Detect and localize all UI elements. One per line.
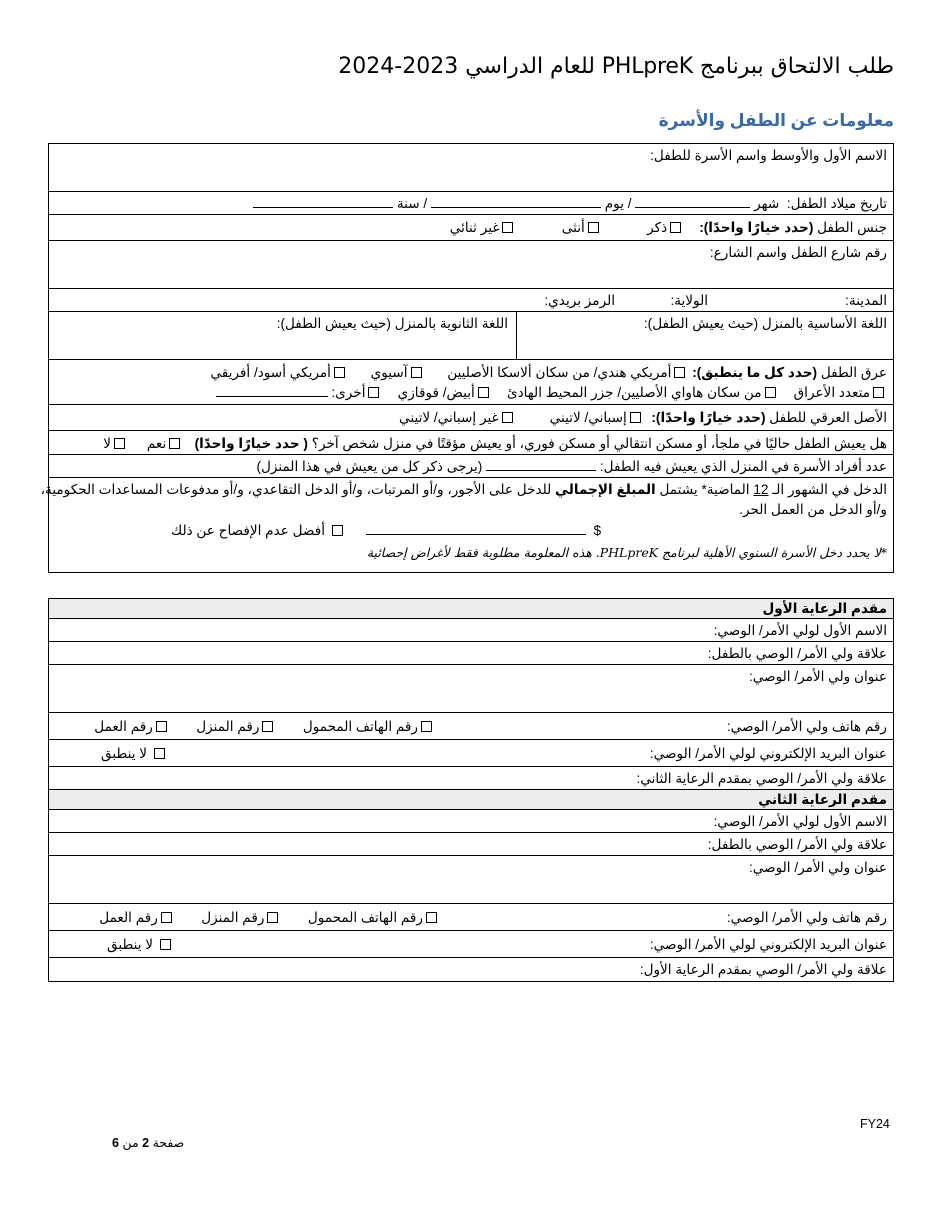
page-number: صفحة 2 من 6	[112, 1136, 185, 1150]
prefer-not-checkbox[interactable]	[332, 525, 343, 536]
shelter-row	[49, 431, 893, 455]
dob-month-label: شهر	[754, 196, 780, 211]
household-hint: (يرجى ذكر كل من يعيش في هذا المنزل)	[256, 459, 483, 474]
na-label: لا ينطبق	[101, 746, 148, 761]
dob-day-label: / يوم	[604, 196, 632, 211]
currency-symbol: $	[593, 523, 601, 538]
cg2-relation-other-label: علاقة ولي الأمر/ الوصي بمقدم الرعاية الأول:	[639, 962, 887, 977]
ethnicity-checkbox[interactable]	[502, 412, 513, 423]
race-other-field[interactable]	[216, 385, 328, 397]
caregivers-table	[48, 598, 894, 982]
race-option: من سكان هاواي الأصليين/ جزر المحيط الهادئ	[506, 385, 762, 400]
ethnicity-option: غير إسباني/ لاتيني	[399, 410, 499, 425]
child-address-row[interactable]	[49, 241, 893, 289]
cg2-email-row	[49, 931, 893, 958]
gender-nonbinary-checkbox[interactable]	[502, 222, 513, 233]
zip-label[interactable]: الرمز بريدي:	[544, 293, 615, 308]
cg1-email-label[interactable]: عنوان البريد الإلكتروني لولي الأمر/ الوصي:	[649, 746, 887, 761]
form-code: FY24	[860, 1117, 890, 1131]
phone-option: رقم المنزل	[201, 910, 265, 925]
ethnicity-option: إسباني/ لاتيني	[549, 410, 627, 425]
cg2-first-name-label: الاسم الأول لولي الأمر/ الوصي:	[713, 814, 887, 829]
income-pre: الدخل في الشهور الـ	[772, 482, 887, 497]
cg2-email-label[interactable]: عنوان البريد الإلكتروني لولي الأمر/ الوصي:	[649, 937, 887, 952]
cg2-phone-row	[49, 904, 893, 931]
cg1-email-row	[49, 740, 893, 767]
child-info-table	[40, 143, 894, 573]
shelter-yes-checkbox[interactable]	[169, 438, 180, 449]
race-option: أمريكي هندي/ من سكان ألاسكا الأصليين	[447, 365, 672, 380]
phone-option: رقم العمل	[99, 910, 158, 925]
cg1-first-name-label: الاسم الأول لولي الأمر/ الوصي:	[713, 623, 887, 638]
ethnicity-row	[49, 405, 893, 431]
income-months: 12	[753, 482, 769, 497]
child-name-label: الاسم الأول والأوسط واسم الأسرة للطفل:	[650, 148, 887, 163]
race-checkbox[interactable]	[368, 387, 379, 398]
cg1-relation-other-label: علاقة ولي الأمر/ الوصي بمقدم الرعاية الثاني:	[636, 771, 887, 786]
race-option: آسيوي	[370, 365, 408, 380]
cg1-address-row[interactable]	[49, 665, 893, 713]
race-option: أمريكي أسود/ أفريقي	[210, 365, 331, 380]
race-checkbox[interactable]	[873, 387, 884, 398]
shelter-question: هل يعيش الطفل حاليًا في ملجأ، أو مسكن انتقالي أو مسكن فوري، أو يعيش مؤقتًا في منزل شخص آخر؟	[311, 436, 887, 451]
shelter-option: نعم	[146, 436, 167, 451]
cg2-mobile-checkbox[interactable]	[426, 912, 437, 923]
cg1-na-checkbox[interactable]	[154, 748, 165, 759]
cg2-phone-label[interactable]: رقم هاتف ولي الأمر/ الوصي:	[726, 910, 887, 925]
state-label[interactable]: الولاية:	[670, 293, 708, 308]
household-label: عدد أفراد الأسرة في المنزل الذي يعيش فيه الطفل:	[599, 459, 887, 474]
ethnicity-hint: (حدد خيارًا واحدًا):	[651, 410, 766, 425]
cg1-relation-other-row[interactable]	[49, 767, 893, 790]
income-line2: و/أو الدخل من العمل الحر.	[739, 502, 887, 517]
cg2-first-name-row[interactable]	[49, 810, 893, 833]
cg2-work-checkbox[interactable]	[161, 912, 172, 923]
race-option: أبيض/ قوقازي	[397, 385, 475, 400]
dob-year-field[interactable]	[253, 196, 393, 208]
dob-year-label: / سنة	[396, 196, 428, 211]
city-label[interactable]: المدينة:	[845, 293, 887, 308]
primary-language-label[interactable]: اللغة الأساسية بالمنزل (حيث يعيش الطفل):	[643, 316, 887, 331]
gender-female-checkbox[interactable]	[588, 222, 599, 233]
language-row	[49, 312, 893, 360]
gender-hint: (حدد خيارًا واحدًا):	[699, 220, 814, 235]
race-label: عرق الطفل	[820, 365, 887, 380]
dob-month-field[interactable]	[635, 196, 750, 208]
cg2-home-checkbox[interactable]	[267, 912, 278, 923]
cg2-relation-child-row[interactable]	[49, 833, 893, 856]
phone-option: رقم المنزل	[196, 719, 260, 734]
cg1-phone-label[interactable]: رقم هاتف ولي الأمر/ الوصي:	[726, 719, 887, 734]
child-name-row[interactable]	[49, 144, 893, 192]
child-address-label: رقم شارع الطفل واسم الشارع:	[709, 245, 887, 260]
na-label: لا ينطبق	[107, 937, 154, 952]
dob-row	[49, 192, 893, 215]
shelter-no-checkbox[interactable]	[114, 438, 125, 449]
race-checkbox[interactable]	[765, 387, 776, 398]
ethnicity-checkbox[interactable]	[630, 412, 641, 423]
household-field[interactable]	[486, 459, 596, 471]
gender-option: غير ثنائي	[449, 220, 500, 235]
income-post: للدخل على الأجور، و/أو المرتبات، و/أو الدخل التقاعدي، و/أو مدفوعات المساعدات الحكومية،	[40, 482, 552, 497]
gender-label: جنس الطفل	[817, 220, 887, 235]
cg2-relation-other-row[interactable]	[49, 958, 893, 981]
phone-option: رقم الهاتف المحمول	[302, 719, 418, 734]
income-mid: الماضية* يشتمل	[659, 482, 750, 497]
shelter-option: لا	[103, 436, 111, 451]
cg1-home-checkbox[interactable]	[262, 721, 273, 732]
dob-day-field[interactable]	[431, 196, 601, 208]
cg1-relation-child-label: علاقة ولي الأمر/ الوصي بالطفل:	[707, 646, 887, 661]
race-checkbox[interactable]	[411, 367, 422, 378]
ethnicity-label: الأصل العرقي للطفل	[769, 410, 887, 425]
cg2-address-row[interactable]	[49, 856, 893, 904]
income-note: *لا يحدد دخل الأسرة السنوي الأهلية لبرنامج PHLpreK. هذه المعلومة مطلوبة فقط لأغراض إحصائية	[366, 545, 887, 560]
household-row	[49, 455, 893, 478]
caregiver1-header: مقدم الرعاية الأول	[49, 599, 893, 619]
cg2-na-checkbox[interactable]	[160, 939, 171, 950]
gender-option: أنثى	[561, 220, 585, 235]
gender-option: ذكر	[647, 220, 668, 235]
page-title: طلب الالتحاق ببرنامج PHLpreK للعام الدراسي 2023-2024	[338, 54, 894, 79]
caregiver2-header: مقدم الرعاية الثاني	[49, 790, 893, 810]
secondary-language-label[interactable]: اللغة الثانوية بالمنزل (حيث يعيش الطفل):	[276, 316, 508, 331]
gender-row	[49, 215, 893, 241]
race-checkbox[interactable]	[334, 367, 345, 378]
prefer-not-label: أفضل عدم الإفصاح عن ذلك	[171, 523, 325, 538]
cg1-mobile-checkbox[interactable]	[421, 721, 432, 732]
cg1-address-label: عنوان ولي الأمر/ الوصي:	[748, 669, 887, 684]
section-title: معلومات عن الطفل والأسرة	[658, 111, 894, 130]
race-row	[49, 360, 893, 405]
race-option: متعدد الأعراق	[793, 385, 870, 400]
cg1-relation-child-row[interactable]	[49, 642, 893, 665]
income-bold: المبلغ الإجمالي	[555, 482, 656, 497]
phone-option: رقم الهاتف المحمول	[307, 910, 423, 925]
race-checkbox[interactable]	[674, 367, 685, 378]
race-hint: (حدد كل ما ينطبق):	[692, 365, 818, 380]
race-option: أخرى:	[331, 385, 366, 400]
phone-option: رقم العمل	[94, 719, 153, 734]
shelter-hint: ( حدد خيارًا واحدًا)	[194, 436, 308, 451]
cg2-relation-child-label: علاقة ولي الأمر/ الوصي بالطفل:	[707, 837, 887, 852]
income-row	[40, 478, 893, 572]
cg2-address-label: عنوان ولي الأمر/ الوصي:	[748, 860, 887, 875]
cg1-phone-row	[49, 713, 893, 740]
city-row	[49, 289, 893, 312]
cg1-first-name-row[interactable]	[49, 619, 893, 642]
income-amount-field[interactable]	[366, 523, 586, 535]
gender-male-checkbox[interactable]	[670, 222, 681, 233]
cg1-work-checkbox[interactable]	[156, 721, 167, 732]
dob-label: تاريخ ميلاد الطفل:	[786, 196, 887, 211]
race-checkbox[interactable]	[478, 387, 489, 398]
